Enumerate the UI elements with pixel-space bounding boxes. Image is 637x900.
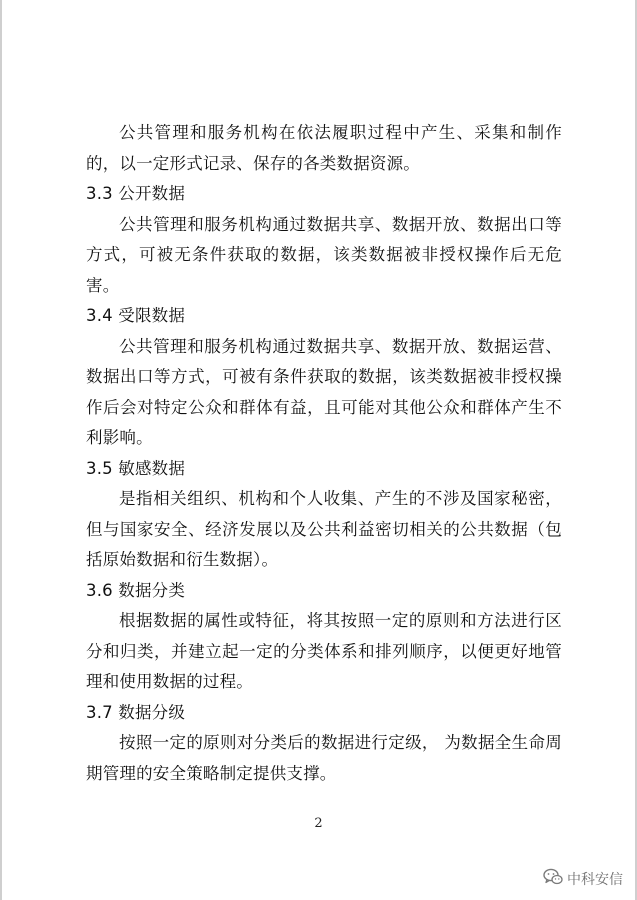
heading-3-7: 3.7 数据分级 — [86, 702, 186, 722]
paragraph-sensitive-data: 是指相关组织、机构和个人收集、产生的不涉及国家秘密，但与国家安全、经济发展以及公共利益密切相关的公共数据（包括原始数据和衍生数据）。 — [86, 489, 562, 569]
paragraph-public-data-definition: 公共管理和服务机构在依法履职过程中产生、采集和制作的，以一定形式记录、保存的各类数据资源。 — [86, 123, 562, 173]
heading-3-5: 3.5 敏感数据 — [86, 458, 186, 478]
paragraph-data-classification: 根据数据的属性或特征，将其按照一定的原则和方法进行区分和归类，并建立起一定的分类体系和排列顺序，以便更好地管理和使用数据的过程。 — [86, 611, 562, 691]
document-body — [86, 118, 562, 789]
paragraph-data-grading: 按照一定的原则对分类后的数据进行定级， 为数据全生命周期管理的安全策略制定提供支撑。 — [86, 733, 562, 783]
page-number: 2 — [314, 816, 323, 831]
watermark-text: 中科安信 — [567, 872, 623, 888]
heading-3-6: 3.6 数据分类 — [86, 580, 186, 600]
heading-3-4: 3.4 受限数据 — [86, 306, 186, 325]
watermark — [543, 868, 623, 890]
paragraph-restricted-data: 公共管理和服务机构通过数据共享、数据开放、数据运营、数据出口等方式，可被有条件获取的数据，该类数据被非授权操作后会对特定公众和群体有益，且可能对其他公众和群体产生不利影响。 — [86, 336, 562, 447]
wechat-icon — [543, 868, 563, 890]
paragraph-open-data: 公共管理和服务机构通过数据共享、数据开放、数据出口等方式，可被无条件获取的数据，该类数据被非授权操作后无危害。 — [86, 214, 562, 295]
page-border-left — [0, 0, 2, 900]
heading-3-3: 3.3 公开数据 — [86, 184, 186, 203]
